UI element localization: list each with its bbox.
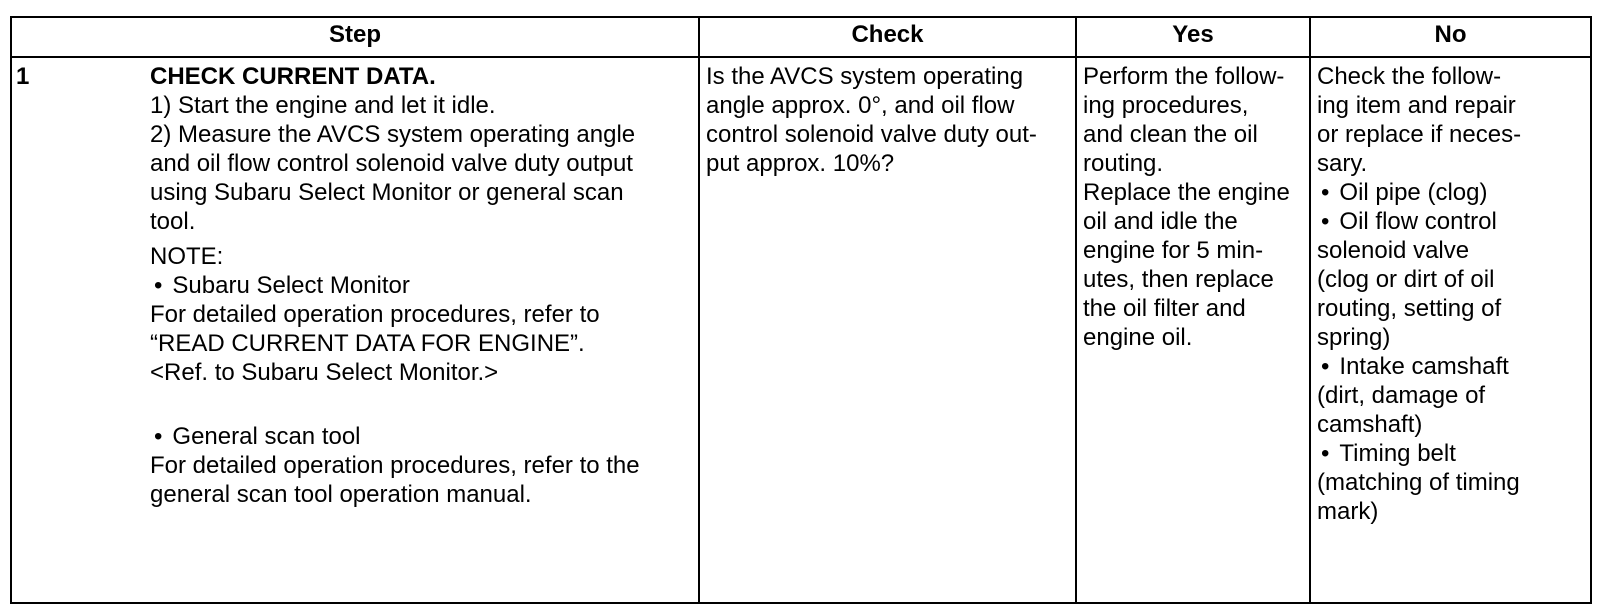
no-item-line: (dirt, damage of (1317, 382, 1486, 409)
step-title: CHECK CURRENT DATA. (150, 63, 436, 90)
no-item-line: (clog or dirt of oil (1317, 266, 1495, 293)
note-label: NOTE: (150, 243, 224, 270)
note-item-line: “READ CURRENT DATA FOR ENGINE”. (150, 330, 585, 357)
yes-line: the oil filter and (1083, 295, 1246, 322)
yes-line: Perform the follow- (1083, 63, 1285, 90)
step-line: 1) Start the engine and let it idle. (150, 92, 496, 119)
check-line: angle approx. 0°, and oil flow (706, 92, 1015, 119)
check-cell (699, 57, 1076, 603)
step-cell (11, 57, 699, 603)
no-item-line: mark) (1317, 498, 1379, 525)
table-row (11, 57, 1591, 603)
no-item-line: solenoid valve (1317, 237, 1470, 264)
yes-line: routing. (1083, 150, 1164, 177)
yes-line: utes, then replace (1083, 266, 1274, 293)
note-item-line: general scan tool operation manual. (150, 481, 532, 508)
no-line: sary. (1317, 150, 1368, 177)
no-line: or replace if neces- (1317, 121, 1522, 148)
step-line: using Subaru Select Monitor or general scan (150, 179, 624, 206)
check-line: put approx. 10%? (706, 150, 895, 177)
no-item-title: • Oil pipe (clog) (1317, 178, 1584, 207)
yes-line: Replace the engine (1083, 179, 1290, 206)
no-item-title: • Oil flow control (1317, 207, 1584, 236)
no-item-line: routing, setting of (1317, 295, 1502, 322)
yes-line: engine oil. (1083, 324, 1193, 351)
check-line: control solenoid valve duty out- (706, 121, 1037, 148)
no-item-title: • Intake camshaft (1317, 352, 1584, 381)
check-line: Is the AVCS system operating (706, 63, 1024, 90)
step-number: 1 (16, 63, 30, 90)
note-item-title: • Subaru Select Monitor (150, 271, 692, 300)
no-item-line: camshaft) (1317, 411, 1423, 438)
yes-line: and clean the oil (1083, 121, 1258, 148)
no-item-line: spring) (1317, 324, 1391, 351)
note-item-line: <Ref. to Subaru Select Monitor.> (150, 359, 499, 386)
header-yes: Yes (1076, 17, 1310, 57)
no-item-line: (matching of timing (1317, 469, 1520, 496)
yes-cell (1076, 57, 1310, 603)
step-line: tool. (150, 208, 196, 235)
step-line: 2) Measure the AVCS system operating angle (150, 121, 636, 148)
table-header-row (11, 17, 1591, 57)
no-item-title: • Timing belt (1317, 439, 1584, 468)
note-item-title: • General scan tool (150, 422, 692, 451)
no-line: ing item and repair (1317, 92, 1516, 119)
diagnostic-table (10, 16, 1592, 604)
yes-line: engine for 5 min- (1083, 237, 1264, 264)
header-check: Check (699, 17, 1076, 57)
no-line: Check the follow- (1317, 63, 1502, 90)
yes-line: oil and idle the (1083, 208, 1238, 235)
note-item-line: For detailed operation procedures, refer to the (150, 452, 640, 479)
header-no: No (1310, 17, 1591, 57)
yes-line: ing procedures, (1083, 92, 1249, 119)
no-cell (1310, 57, 1591, 603)
header-step: Step (11, 17, 699, 57)
step-line: and oil flow control solenoid valve duty output (150, 150, 633, 177)
step-body (18, 62, 692, 509)
note-item-line: For detailed operation procedures, refer to (150, 301, 600, 328)
